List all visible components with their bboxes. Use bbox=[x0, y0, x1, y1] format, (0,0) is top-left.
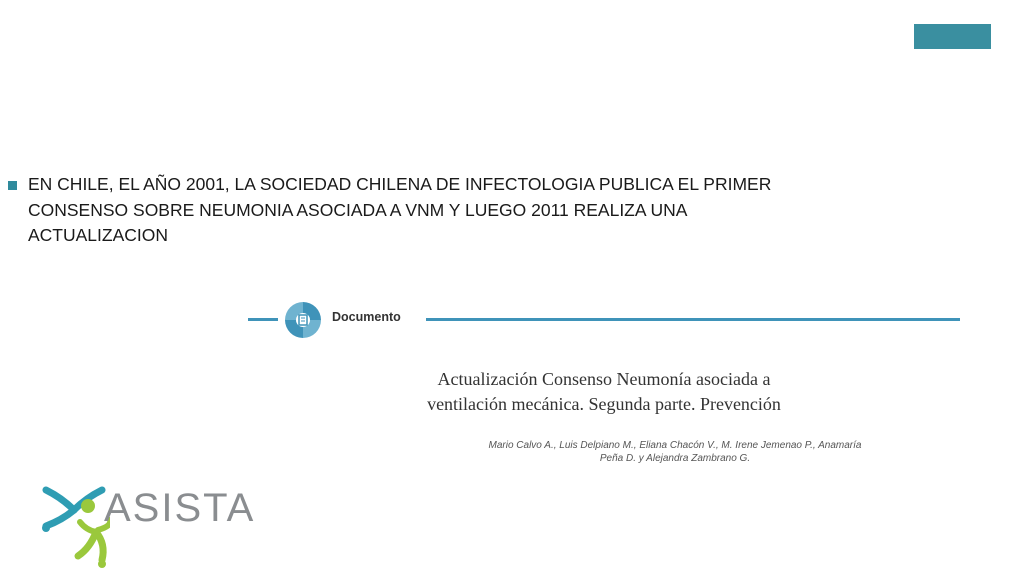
asista-logo-text: ASISTA bbox=[104, 486, 256, 530]
bullet-square-icon bbox=[8, 181, 17, 190]
document-title: Actualización Consenso Neumonía asociada a ventilación mecánica. Segunda parte. Prevención bbox=[427, 369, 781, 414]
document-header-image bbox=[248, 298, 963, 473]
header-accent-bar bbox=[914, 24, 991, 49]
bullet-item bbox=[8, 172, 808, 249]
asista-logo bbox=[40, 484, 270, 572]
document-authors: Mario Calvo A., Luis Delpiano M., Eliana Chacón V., M. Irene Jemenao P., Anamaría Peña D. y Alejandra Zambrano G. bbox=[488, 440, 862, 464]
document-rule-left bbox=[248, 318, 278, 321]
asista-figure-icon bbox=[40, 484, 110, 572]
document-emblem-icon bbox=[282, 300, 324, 340]
bullet-text: EN CHILE, EL AÑO 2001, LA SOCIEDAD CHILENA DE INFECTOLOGIA PUBLICA EL PRIMER CONSENSO SOBRE NEUMONIA ASOCIADA A VNM Y LUEGO 2011 REALIZA UNA ACTUALIZACION bbox=[28, 174, 772, 245]
document-rule-right bbox=[426, 318, 960, 321]
document-label: Documento bbox=[332, 310, 401, 324]
